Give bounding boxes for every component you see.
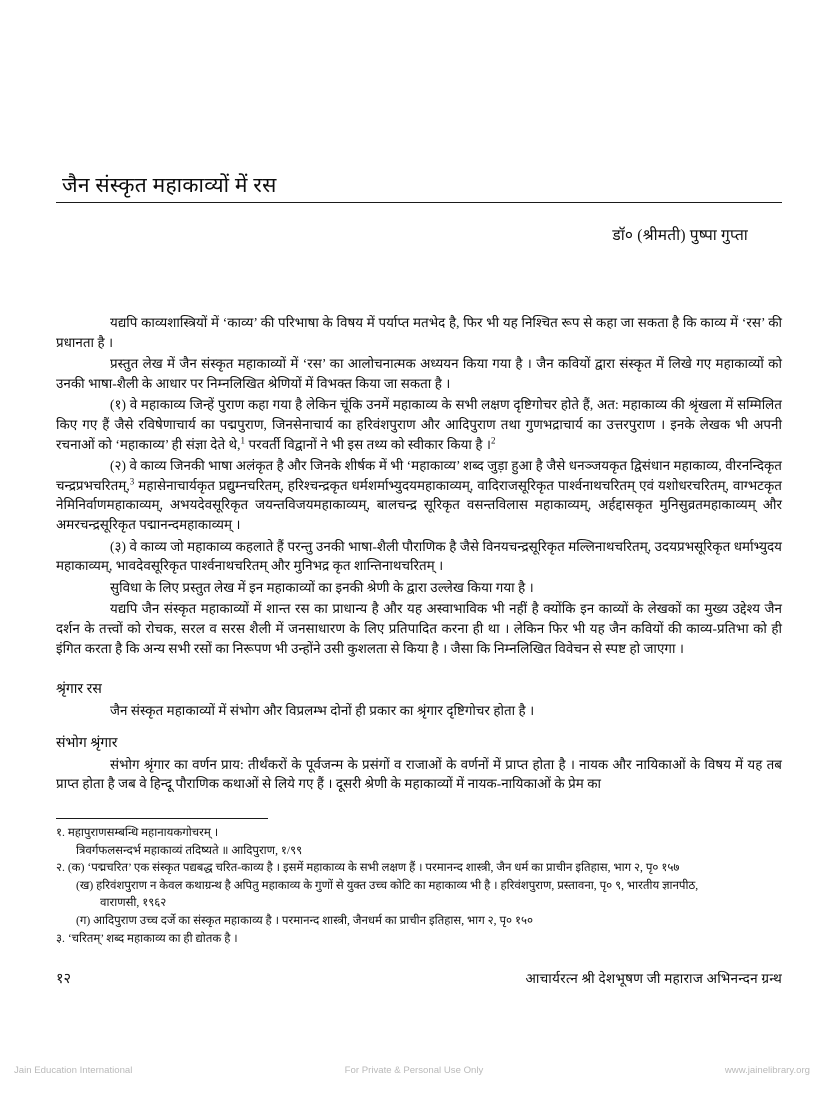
category-1-text-b: परवर्ती विद्वानों ने भी इस तथ्य को स्वीकार किया है । [245, 436, 492, 452]
page-number: १२ [56, 971, 72, 987]
footnote-2-kha-continuation: वाराणसी, १९६२ [100, 896, 167, 910]
paragraph-category-3: (३) वे काव्य जो महाकाव्य कहलाते हैं परन्तु उनकी भाषा-शैली पौराणिक है जैसे विनयचन्द्रसूरिकृत मल्लिनाथचरितम्, उदयप्रभसूरिकृत धर्माभ्युदय महाकाव्यम्, भावदेवसूरिकृत पार्श्वनाथचरितम् और मुनिभद्र कृत शान्तिनाथचरितम् । [56, 538, 782, 574]
footnote-3: ३. ‘चरितम्’ शब्द महाकाव्य का ही द्योतक है । [56, 931, 238, 945]
footnote-1-line-2: त्रिवर्गफलसन्दर्भ महाकाव्यं तदिष्यते ॥ आदिपुराण, १/९९ [76, 843, 303, 857]
paragraph-convenience-note: सुविधा के लिए प्रस्तुत लेख में इन महाकाव्यों का इनकी श्रेणी के द्वारा उल्लेख किया गया है । [110, 579, 534, 595]
watermark-usage-notice: For Private & Personal Use Only [344, 1064, 484, 1076]
paragraph-category-2 [56, 456, 782, 534]
section-spacer [56, 660, 782, 667]
category-2-text-a: (२) वे काव्य जिनकी भाषा अलंकृत है और जिनके शीर्षक में भी ‘महाकाव्य’ शब्द जुड़ा हुआ है जैसे धनञ्जयकृत द्विसंधान महाकाव्य, वीरनन्दिकृत चन्द्रप्रभचरितम्, [56, 458, 782, 493]
page-title: जैन संस्कृत महाकाव्यों में रस [62, 173, 277, 197]
title-block [56, 172, 782, 245]
paragraph-scope: प्रस्तुत लेख में जैन संस्कृत महाकाव्यों में ‘रस’ का आलोचनात्मक अध्ययन किया गया है । जैन कवियों द्वारा संस्कृत में लिखे गए महाकाव्यों को उनकी भाषा-शैली के आधार पर निम्नलिखित श्रेणियों में विभक्त किया जा सकता है । [56, 356, 782, 391]
footnote-divider [56, 818, 268, 819]
footnote-2-ga: (ग) आदिपुराण उच्च दर्जे का संस्कृत महाकाव्य है । परमानन्द शास्त्री, जैनधर्म का प्राचीन इतिहास, भाग २, पृ० १५० [76, 913, 534, 927]
footnote-1-line-1: १. महापुराणसम्बन्धि महानायकगोचरम् । [56, 826, 219, 839]
watermark-website-link[interactable]: www.jainelibrary.org [724, 1064, 810, 1076]
article-body [56, 313, 782, 796]
paragraph-intro: यद्यपि काव्यशास्त्रियों में ‘काव्य’ की परिभाषा के विषय में पर्याप्त मतभेद है, फिर भी यह निश्चित रूप से कहा जा सकता है कि काव्य में ‘रस’ की प्रधानता है । [56, 315, 782, 350]
footnote-ref-3: 3 [129, 476, 135, 487]
book-title-footer: आचार्यरत्न श्री देशभूषण जी महाराज अभिनन्दन ग्रन्थ [525, 971, 782, 986]
footnote-ref-2: 2 [491, 435, 496, 446]
category-2-text-b: महासेनाचार्यकृत प्रद्युम्नचरितम्, हरिश्चन्द्रकृत धर्मशर्माभ्युदयमहाकाव्यम्, वादिराजसूरिकृत पार्श्वनाथचरितम् एवं यशोधरचरितम्, वाग्भटकृत नेमिनिर्वाणमहाकाव्यम्, अभयदेवसूरिकृत जयन्तविजयमहाकाव्यम्, बालचन्द्र सूरिकृत वसन्तविलास महाकाव्यम्, अर्हद्दासकृत मुनिसुव्रतमहाकाव्यम् और अमरचन्द्रसूरिकृत पद्मानन्दमहाकाव्यम् । [56, 477, 782, 532]
category-1-text-a: (१) वे महाकाव्य जिन्हें पुराण कहा गया है लेकिन चूंकि उनमें महाकाव्य के सभी लक्षण दृष्टिगोचर होते हैं, अत: महाकाव्य की श्रृंखला में सम्मिलित किए गए हैं जैसे रविषेणाचार्य का पद्मपुराण, जिनसेनाचार्य का हरिवंशपुराण और आदिपुराण तथा गुणभद्राचार्य का उत्तरपुराण । इनके लेखक भी अपनी रचनाओं को ‘महाकाव्य’ ही संज्ञा देते थे, [56, 397, 782, 452]
footnote-2-kha: (ख) हरिवंशपुराण न केवल कथाग्रन्थ है अपितु महाकाव्य के गुणों से युक्त उच्च कोटि का महाकाव्य भी है । हरिवंशपुराण, प्रस्तावना, पृ० ९, भारतीय ज्ञानपीठ, [76, 878, 699, 892]
paragraph-category-1 [56, 395, 782, 454]
paragraph-shanta-rasa: यद्यपि जैन संस्कृत महाकाव्यों में शान्त रस का प्राधान्य है और यह अस्वाभाविक भी नहीं है क्योंकि इन काव्यों के लेखकों का मुख्य उद्देश्य जैन दर्शन के तत्त्वों को रोचक, सरल व सरस शैली में जनसाधारण के लिए प्रतिपादित करना ही था । लेकिन फिर भी यह जैन कवियों की काव्य-प्रतिभा को ही इंगित करता है कि अन्य सभी रसों का निरूपण भी उन्होंने उसी कुशलता से किया है । जैसा कि निम्नलिखित विवेचन से स्पष्ट हो जाएगा । [56, 601, 782, 656]
author-byline: डॉ० (श्रीमती) पुष्पा गुप्ता [612, 227, 748, 245]
watermark-organization: Jain Education International [14, 1064, 133, 1076]
heading-shringar-rasa: श्रृंगार रस [56, 682, 102, 698]
running-foot [56, 968, 782, 988]
footnote-2-ka: २. (क) ‘पद्मचरित’ एक संस्कृत पद्यबद्ध चरित-काव्य है । इसमें महाकाव्य के सभी लक्षण हैं । परमानन्द शास्त्री, जैन धर्म का प्राचीन इतिहास, भाग २, पृ० १५७ [56, 861, 680, 875]
heading-sambhog-shringar: संभोग श्रृंगार [56, 735, 118, 751]
footnote-ref-1: 1 [240, 435, 246, 446]
title-divider [56, 202, 782, 203]
paragraph-sambhog-detail: संभोग श्रृंगार का वर्णन प्राय: तीर्थंकरों के पूर्वजन्म के प्रसंगों व राजाओं के वर्णनों में प्राप्त होता है । नायक और नायिकाओं के विषय में यह तब प्राप्त होता है जब वे हिन्दू पौराणिक कथाओं से लिये गए हैं । दूसरी श्रेणी के महाकाव्यों में नायक-नायिकाओं के प्रेम का [56, 756, 782, 792]
paragraph-shringar-intro: जैन संस्कृत महाकाव्यों में संभोग और विप्रलम्भ दोनों ही प्रकार का श्रृंगार दृष्टिगोचर होता है । [110, 703, 535, 719]
footnote-section [56, 818, 782, 948]
